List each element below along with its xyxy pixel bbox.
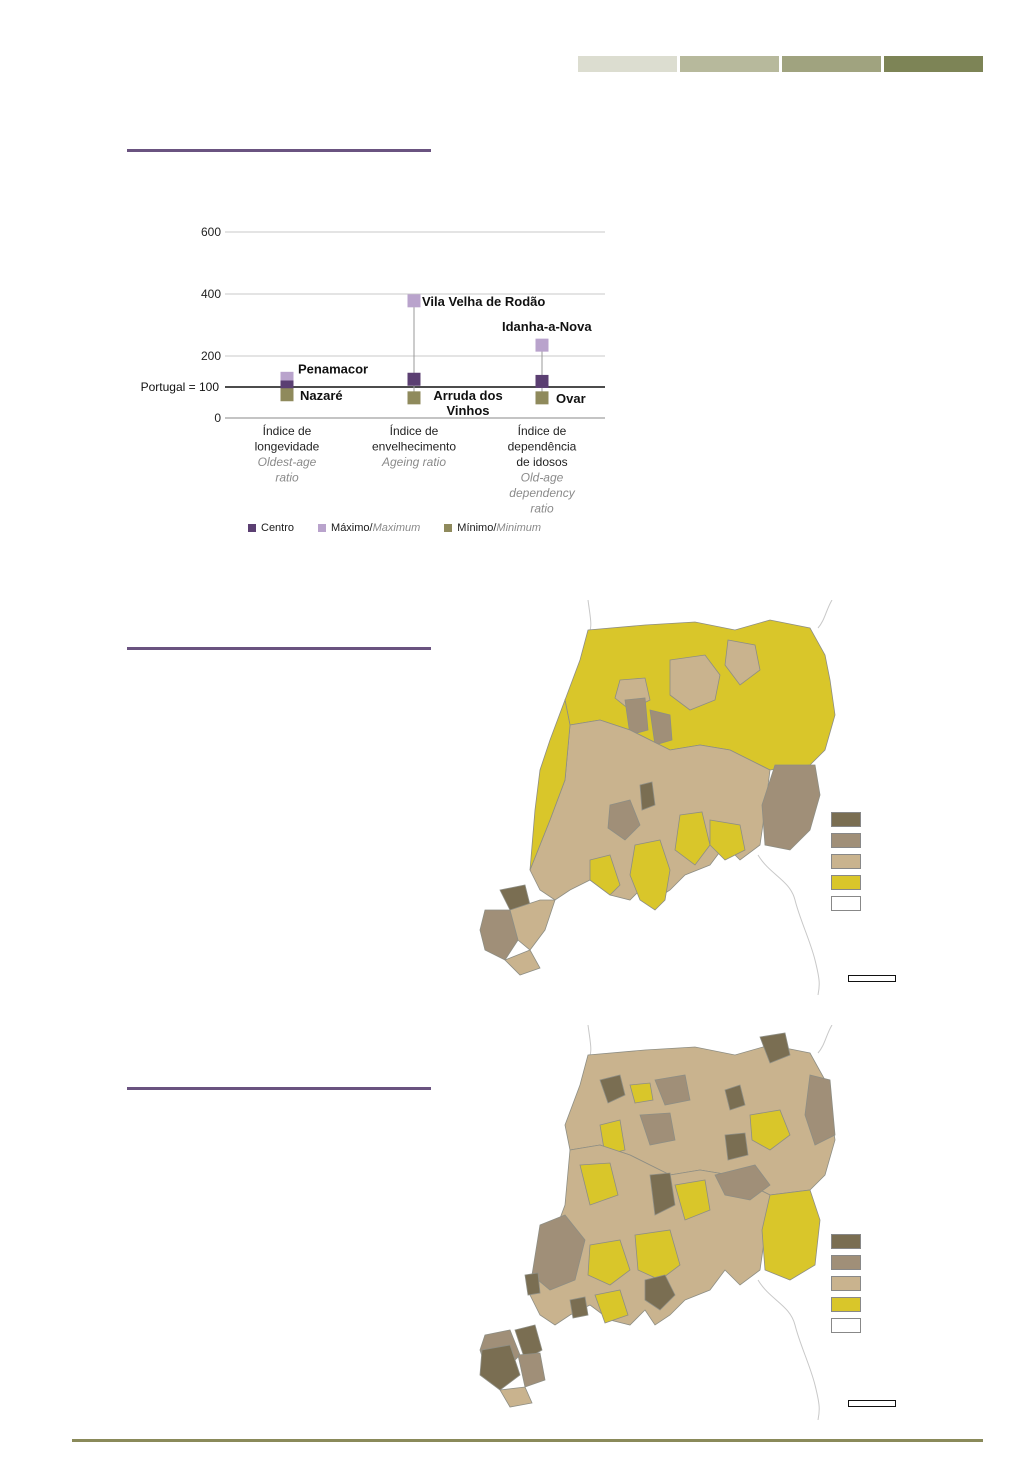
map-1-legend-swatch-2	[831, 833, 861, 848]
map-2-legend-swatch-2	[831, 1255, 861, 1270]
marker-min-2	[536, 391, 549, 404]
map-1-regions	[480, 620, 835, 975]
marker-max-2	[536, 339, 549, 352]
category-label-0-en-1: ratio	[275, 470, 299, 485]
category-label-2-en-1: dependency	[509, 486, 575, 500]
category-label-1-en-0: Ageing ratio	[381, 455, 447, 469]
reference-label: Portugal = 100	[140, 380, 219, 394]
annotation-min-0: Nazaré	[300, 387, 343, 403]
map-1-legend-swatch-3	[831, 854, 861, 869]
category-label-1-pt-1: envelhecimento	[371, 439, 457, 454]
category-label-0-en-0: Oldest-age	[257, 455, 317, 469]
annotation-min-2: Ovar	[556, 390, 586, 406]
map-2-legend-swatch-3	[831, 1276, 861, 1291]
legend-swatch-minimo	[444, 524, 452, 532]
category-label-2-pt-2: de idosos	[516, 455, 568, 469]
marker-centro-2	[536, 375, 549, 388]
map-2-scale-bar	[848, 1400, 896, 1407]
annotation-max-1: Vila Velha de Rodão	[422, 293, 546, 309]
y-tick-label-600: 600	[200, 225, 221, 239]
map-2-regions	[480, 1033, 835, 1407]
legend-swatch-centro	[248, 524, 256, 532]
category-label-2-pt-0: Índice de	[517, 424, 567, 438]
legend-label-maximum: Maximum	[372, 522, 421, 534]
category-label-0-pt-0: Índice de	[262, 424, 312, 438]
annotation-min-1-line-1: Arruda dos	[433, 387, 503, 403]
choropleth-map-2	[470, 1025, 850, 1420]
legend-label-centro: Centro	[261, 522, 295, 534]
section-rule-map-2	[127, 1087, 431, 1090]
category-label-1-pt-0: Índice de	[389, 424, 439, 438]
legend-label-maximo: Máximo	[331, 522, 370, 534]
category-label-2-pt-1: dependência	[507, 439, 577, 454]
map-1-legend-swatch-5	[831, 896, 861, 911]
map-2-legend-swatch-5	[831, 1318, 861, 1333]
marker-min-1	[408, 391, 421, 404]
y-tick-label-0: 0	[214, 411, 221, 425]
choropleth-map-1	[470, 600, 850, 995]
map-1-scale-bar	[848, 975, 896, 982]
map-2-legend-swatch-4	[831, 1297, 861, 1312]
map-2-legend-swatch-1	[831, 1234, 861, 1249]
map-1-legend-swatch-4	[831, 875, 861, 890]
annotation-max-2: Idanha-a-Nova	[502, 319, 592, 335]
marker-max-1	[408, 294, 421, 307]
indices-chart	[0, 0, 640, 560]
section-rule-map-1	[127, 647, 431, 650]
header-bar-segment-2	[680, 56, 779, 72]
legend-swatch-maximo	[318, 524, 326, 532]
map-1-legend	[831, 812, 861, 917]
header-bar-segment-3	[782, 56, 881, 72]
footer-rule	[72, 1439, 983, 1442]
chart-legend	[248, 522, 541, 534]
legend-item-centro	[248, 522, 294, 534]
category-label-2-en-2: ratio	[530, 501, 554, 516]
category-label-2-en-0: Old-age	[520, 470, 564, 485]
y-tick-label-200: 200	[200, 349, 221, 363]
legend-label-minimo: Mínimo	[457, 522, 494, 534]
annotation-min-1-line-2: Vinhos	[446, 402, 490, 418]
header-bar-segment-4	[884, 56, 983, 72]
y-tick-label-400: 400	[200, 287, 221, 301]
map-1-legend-swatch-1	[831, 812, 861, 827]
map-2-legend	[831, 1234, 861, 1339]
marker-centro-1	[408, 373, 421, 386]
marker-min-0	[281, 388, 294, 401]
category-label-0-pt-1: longevidade	[254, 439, 320, 454]
legend-item-minimo: Mínimo/Minimum	[444, 522, 541, 534]
annotation-max-0: Penamacor	[298, 361, 369, 377]
legend-item-maximo: Máximo/Maximum	[318, 522, 420, 534]
legend-label-minimum: Minimum	[496, 522, 542, 534]
